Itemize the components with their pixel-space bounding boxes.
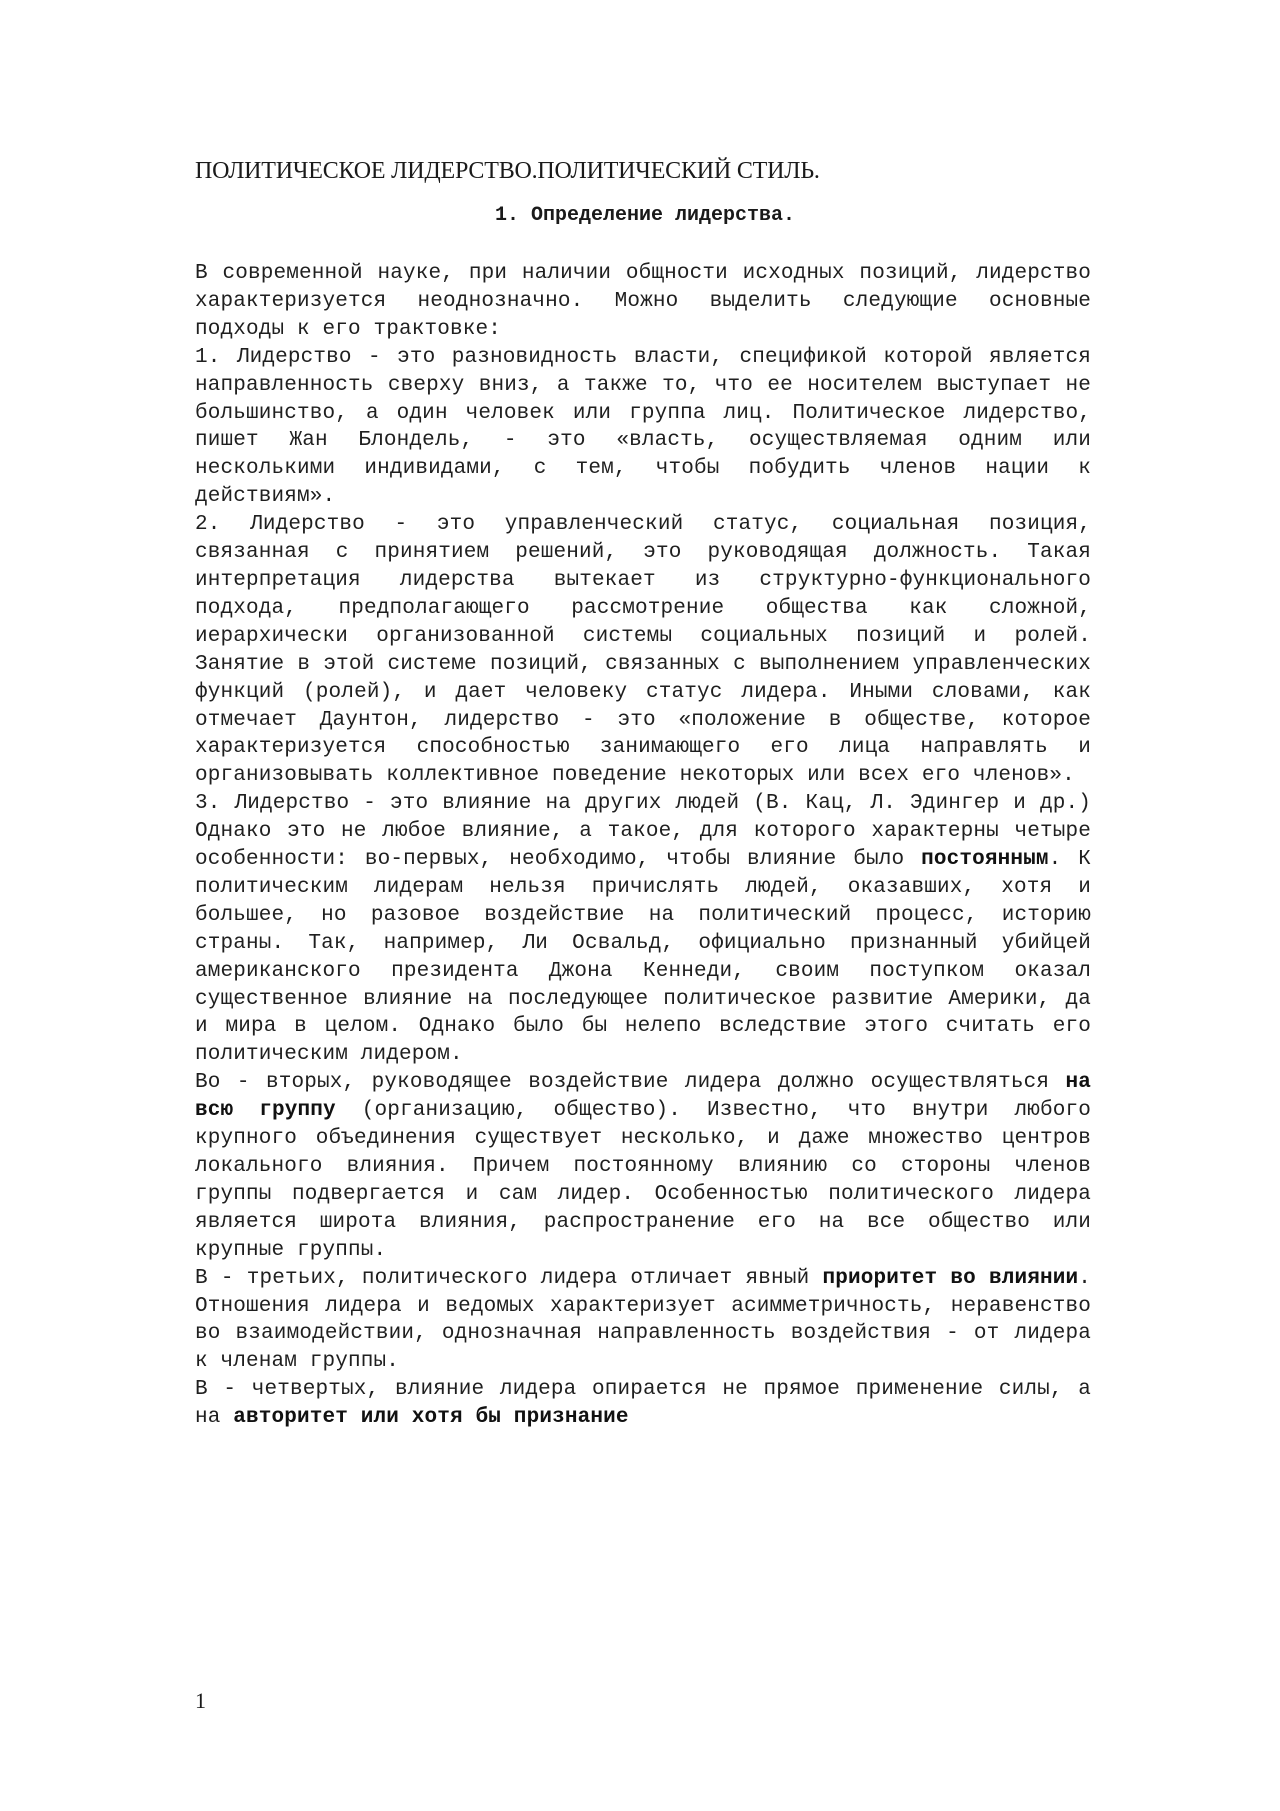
emphasized-text: авторитет или хотя бы признание [233,1406,629,1430]
body-paragraph [195,344,1091,511]
document-title: ПОЛИТИЧЕСКОЕ ЛИДЕРСТВО.ПОЛИТИЧЕСКИЙ СТИЛЬ. [195,158,820,184]
paragraph-text: (организацию, общество). Известно, что внутри любого крупного объединения существует несколько, и даже множество центров локального влияния. Причем постоянному влиянию со стороны членов группы подвергается и сам лидер. Особенностью политического лидера является широта влияния, распространение его на все общество или крупные группы. [195,1099,1092,1262]
paragraph-text: В - третьих, политического лидера отличает явный [195,1266,823,1290]
emphasized-text: постоянным [921,848,1049,872]
body-paragraph [195,1069,1091,1264]
paragraph-text: Во - вторых, руководящее воздействие лидера должно осуществляться [195,1071,1066,1095]
paragraph-text: 1. Лидерство - это разновидность власти, спецификой которой является направленность сверху вниз, а также то, что ее носителем выступает не большинство, а один человек или группа лиц. Политическое лидерство, пишет Жан Блондель, - это «власть, осуществляемая одним или несколькими индивидами, с тем, чтобы побудить членов нации к действиям». [195,345,1091,509]
section-heading: 1. Определение лидерства. [494,204,796,227]
emphasized-text: приоритет во влиянии [822,1266,1079,1290]
paragraph-text: 3. Лидерство - это влияние на других людей (В. Кац, Л. Эдингер и др.) Однако это не любое влияние, а такое, для которого характерны четыре особенности: во-первых, необходимо, чтобы влияние было [195,792,1091,872]
paragraph-text: . К политическим лидерам нельзя причислять людей, оказавших, хотя и большее, но разовое воздействие на политический процесс, историю страны. Так, например, Ли Освальд, официально признанный убийцей американского президента Джона Кеннеди, своим поступком оказал существенное влияние на последующее политическое развитие Америки, да и мира в целом. Однако было бы нелепо вследствие этого считать его политическим лидером. [195,848,1091,1067]
body-paragraph [195,1265,1091,1377]
paragraph-text: В - четвертых, влияние лидера опирается не прямое применение силы, а на [195,1378,1091,1430]
document-body [195,260,1091,1432]
body-paragraph [195,260,1091,344]
paragraph-text: . Отношения лидера и ведомых характеризует асимметричность, неравенство во взаимодействии, однозначная направленность воздействия - от лидера к членам группы. [195,1266,1091,1374]
paragraph-text: 2. Лидерство - это управленческий статус, социальная позиция, связанная с принятием решений, это руководящая должность. Такая интерпретация лидерства вытекает из структурно-функционального подхода, предполагающего рассмотрение общества как сложной, иерархически организованной системы социальных позиций и ролей. Занятие в этой системе позиций, связанных с выполнением управленческих функций (ролей), и дает человеку статус лидера. Иными словами, как отмечает Даунтон, лидерство - это «положение в обществе, которое характеризуется способностью занимающего его лица направлять и организовывать коллективное поведение некоторых или всех его членов». [195,513,1091,788]
body-paragraph [195,511,1091,790]
body-paragraph [195,1376,1091,1432]
body-paragraph [195,790,1091,1069]
emphasized-text: на всю группу [195,1071,1091,1123]
page-number: 1 [195,1688,206,1713]
paragraph-text: В современной науке, при наличии общности исходных позиций, лидерство характеризуется неоднозначно. Можно выделить следующие основные подходы к его трактовке: [195,262,1091,341]
